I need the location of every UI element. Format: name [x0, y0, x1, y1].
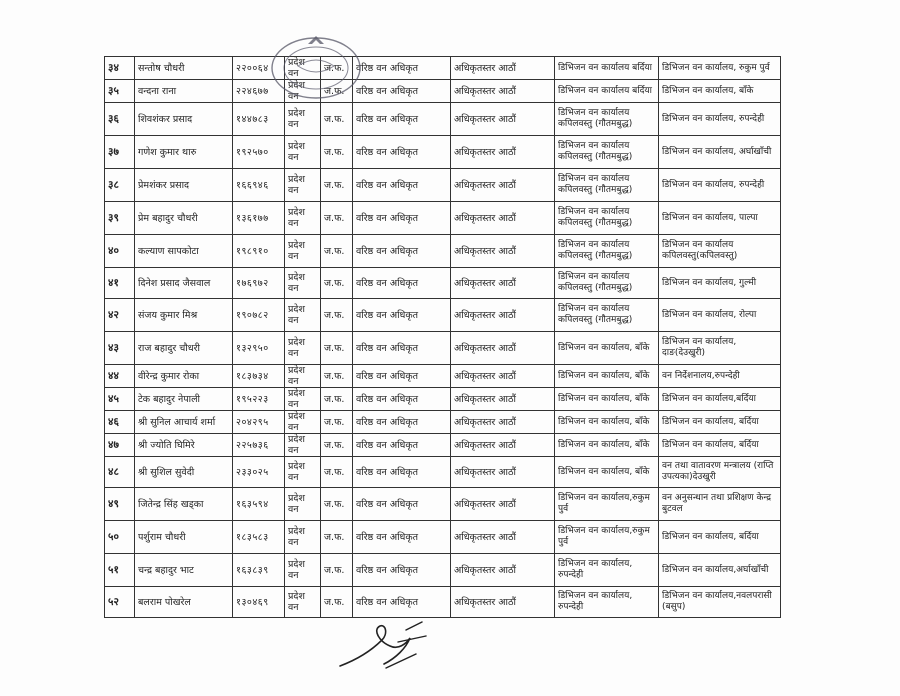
- new-office-cell: डिभिजन वन कार्यालय, रुपन्देही: [659, 103, 781, 136]
- serial-number-cell: ३४: [105, 57, 135, 80]
- post-cell: वरिष्ठ वन अधिकृत: [353, 169, 451, 202]
- employee-id-cell: १८३५८३: [233, 521, 285, 554]
- signature: [336, 612, 446, 672]
- post-cell: वरिष्ठ वन अधिकृत: [353, 554, 451, 587]
- serial-number-cell: ३५: [105, 80, 135, 103]
- serial-number-cell: ४९: [105, 488, 135, 521]
- current-office-cell: डिभिजन वन कार्यालय कपिलवस्तु (गौतमबुद्ध): [555, 235, 659, 268]
- group-cell: ज.फ.: [321, 57, 353, 80]
- employee-id-cell: १३०४६९: [233, 587, 285, 618]
- service-cell: प्रदेश वन: [285, 554, 321, 587]
- level-cell: अधिकृतस्तर आठौं: [451, 103, 555, 136]
- group-cell: ज.फ.: [321, 103, 353, 136]
- employee-id-cell: १८३७३४: [233, 365, 285, 388]
- level-cell: अधिकृतस्तर आठौं: [451, 268, 555, 299]
- post-cell: वरिष्ठ वन अधिकृत: [353, 268, 451, 299]
- level-cell: अधिकृतस्तर आठौं: [451, 136, 555, 169]
- employee-name-cell: जितेन्द्र सिंह खड्का: [135, 488, 233, 521]
- current-office-cell: डिभिजन वन कार्यालय, बाँके: [555, 411, 659, 434]
- current-office-cell: डिभिजन वन कार्यालय कपिलवस्तु (गौतमबुद्ध): [555, 136, 659, 169]
- new-office-cell: डिभिजन वन कार्यालय, बर्दिया: [659, 411, 781, 434]
- level-cell: अधिकृतस्तर आठौं: [451, 235, 555, 268]
- employee-id-cell: २०४२९५: [233, 411, 285, 434]
- new-office-cell: डिभिजन वन कार्यालय, बाँके: [659, 80, 781, 103]
- employee-name-cell: संजय कुमार मिश्र: [135, 299, 233, 332]
- employee-id-cell: १९०७८२: [233, 299, 285, 332]
- employee-id-cell: १६६९४६: [233, 169, 285, 202]
- new-office-cell: डिभिजन वन कार्यालय कपिलवस्तु(कपिलवस्तु): [659, 235, 781, 268]
- new-office-cell: डिभिजन वन कार्यालय, रुपन्देही: [659, 169, 781, 202]
- employee-name-cell: चन्द्र बहादुर भाट: [135, 554, 233, 587]
- service-cell: प्रदेश वन: [285, 299, 321, 332]
- employee-name-cell: कल्याण सापकोटा: [135, 235, 233, 268]
- table-row: [105, 80, 781, 103]
- current-office-cell: डिभिजन वन कार्यालय,रुकुम पुर्व: [555, 488, 659, 521]
- employee-id-cell: १७६९७२: [233, 268, 285, 299]
- group-cell: ज.फ.: [321, 136, 353, 169]
- serial-number-cell: ४६: [105, 411, 135, 434]
- post-cell: वरिष्ठ वन अधिकृत: [353, 299, 451, 332]
- serial-number-cell: ४२: [105, 299, 135, 332]
- table-row: [105, 299, 781, 332]
- current-office-cell: डिभिजन वन कार्यालय, बाँके: [555, 332, 659, 365]
- group-cell: ज.फ.: [321, 388, 353, 411]
- group-cell: ज.फ.: [321, 457, 353, 488]
- service-cell: प्रदेश वन: [285, 57, 321, 80]
- level-cell: अधिकृतस्तर आठौं: [451, 202, 555, 235]
- group-cell: ज.फ.: [321, 521, 353, 554]
- table-row: [105, 235, 781, 268]
- post-cell: वरिष्ठ वन अधिकृत: [353, 80, 451, 103]
- table-row: [105, 202, 781, 235]
- table-row: [105, 457, 781, 488]
- employee-id-cell: १६३५९४: [233, 488, 285, 521]
- group-cell: ज.फ.: [321, 434, 353, 457]
- new-office-cell: वन निर्देशनालय,रुपन्देही: [659, 365, 781, 388]
- level-cell: अधिकृतस्तर आठौं: [451, 587, 555, 618]
- employee-name-cell: वन्दना राना: [135, 80, 233, 103]
- employee-id-cell: १६३८३९: [233, 554, 285, 587]
- level-cell: अधिकृतस्तर आठौं: [451, 554, 555, 587]
- employee-id-cell: २२४६७७: [233, 80, 285, 103]
- table-row: [105, 365, 781, 388]
- service-cell: प्रदेश वन: [285, 388, 321, 411]
- table-row: [105, 434, 781, 457]
- employee-name-cell: प्रेम बहादुर चौधरी: [135, 202, 233, 235]
- serial-number-cell: ५१: [105, 554, 135, 587]
- level-cell: अधिकृतस्तर आठौं: [451, 169, 555, 202]
- level-cell: अधिकृतस्तर आठौं: [451, 332, 555, 365]
- post-cell: वरिष्ठ वन अधिकृत: [353, 457, 451, 488]
- employee-name-cell: दिनेश प्रसाद जैसवाल: [135, 268, 233, 299]
- table-row: [105, 103, 781, 136]
- current-office-cell: डिभिजन वन कार्यालय कपिलवस्तु (गौतमबुद्ध): [555, 202, 659, 235]
- current-office-cell: डिभिजन वन कार्यालय,रुकुम पुर्व: [555, 521, 659, 554]
- table-body: [105, 57, 781, 618]
- service-cell: प्रदेश वन: [285, 457, 321, 488]
- group-cell: ज.फ.: [321, 202, 353, 235]
- service-cell: प्रदेश वन: [285, 103, 321, 136]
- group-cell: ज.फ.: [321, 488, 353, 521]
- table-row: [105, 268, 781, 299]
- new-office-cell: डिभिजन वन कार्यालय,बर्दिया: [659, 388, 781, 411]
- employee-name-cell: वीरेन्द्र कुमार रोका: [135, 365, 233, 388]
- current-office-cell: डिभिजन वन कार्यालय कपिलवस्तु (गौतमबुद्ध): [555, 299, 659, 332]
- service-cell: प्रदेश वन: [285, 521, 321, 554]
- employee-name-cell: श्री सुशिल सुवेदी: [135, 457, 233, 488]
- table-row: [105, 521, 781, 554]
- group-cell: ज.फ.: [321, 268, 353, 299]
- post-cell: वरिष्ठ वन अधिकृत: [353, 57, 451, 80]
- level-cell: अधिकृतस्तर आठौं: [451, 57, 555, 80]
- employee-id-cell: १९८९१०: [233, 235, 285, 268]
- current-office-cell: डिभिजन वन कार्यालय, बाँके: [555, 365, 659, 388]
- employee-name-cell: बलराम पोखरेल: [135, 587, 233, 618]
- post-cell: वरिष्ठ वन अधिकृत: [353, 103, 451, 136]
- service-cell: प्रदेश वन: [285, 332, 321, 365]
- employee-name-cell: पर्शुराम चौधरी: [135, 521, 233, 554]
- serial-number-cell: ४४: [105, 365, 135, 388]
- transfer-table: [104, 56, 781, 618]
- post-cell: वरिष्ठ वन अधिकृत: [353, 388, 451, 411]
- level-cell: अधिकृतस्तर आठौं: [451, 365, 555, 388]
- current-office-cell: डिभिजन वन कार्यालय, रुपन्देही: [555, 587, 659, 618]
- current-office-cell: डिभिजन वन कार्यालय कपिलवस्तु (गौतमबुद्ध): [555, 103, 659, 136]
- level-cell: अधिकृतस्तर आठौं: [451, 434, 555, 457]
- level-cell: अधिकृतस्तर आठौं: [451, 388, 555, 411]
- group-cell: ज.फ.: [321, 169, 353, 202]
- new-office-cell: डिभिजन वन कार्यालय,अर्घाखाँची: [659, 554, 781, 587]
- employee-name-cell: श्री ज्योति घिमिरे: [135, 434, 233, 457]
- table-row: [105, 57, 781, 80]
- new-office-cell: वन अनुसन्धान तथा प्रशिक्षण केन्द्र बुटवल: [659, 488, 781, 521]
- table-row: [105, 136, 781, 169]
- serial-number-cell: ३६: [105, 103, 135, 136]
- serial-number-cell: ४७: [105, 434, 135, 457]
- table-row: [105, 411, 781, 434]
- group-cell: ज.फ.: [321, 411, 353, 434]
- new-office-cell: डिभिजन वन कार्यालय, अर्घाखाँची: [659, 136, 781, 169]
- serial-number-cell: ५२: [105, 587, 135, 618]
- employee-name-cell: राज बहादुर चौधरी: [135, 332, 233, 365]
- current-office-cell: डिभिजन वन कार्यालय, बाँके: [555, 434, 659, 457]
- serial-number-cell: ४१: [105, 268, 135, 299]
- new-office-cell: डिभिजन वन कार्यालय, गुल्मी: [659, 268, 781, 299]
- new-office-cell: डिभिजन वन कार्यालय, रुकुम पुर्व: [659, 57, 781, 80]
- employee-id-cell: १४४७८३: [233, 103, 285, 136]
- group-cell: ज.फ.: [321, 365, 353, 388]
- group-cell: ज.फ.: [321, 332, 353, 365]
- service-cell: प्रदेश वन: [285, 235, 321, 268]
- post-cell: वरिष्ठ वन अधिकृत: [353, 235, 451, 268]
- level-cell: अधिकृतस्तर आठौं: [451, 457, 555, 488]
- group-cell: ज.फ.: [321, 80, 353, 103]
- new-office-cell: डिभिजन वन कार्यालय, दाङ(देउखुरी): [659, 332, 781, 365]
- group-cell: ज.फ.: [321, 235, 353, 268]
- serial-number-cell: ४३: [105, 332, 135, 365]
- serial-number-cell: ३८: [105, 169, 135, 202]
- post-cell: वरिष्ठ वन अधिकृत: [353, 521, 451, 554]
- level-cell: अधिकृतस्तर आठौं: [451, 299, 555, 332]
- group-cell: ज.फ.: [321, 587, 353, 618]
- post-cell: वरिष्ठ वन अधिकृत: [353, 365, 451, 388]
- current-office-cell: डिभिजन वन कार्यालय, रुपन्देही: [555, 554, 659, 587]
- current-office-cell: डिभिजन वन कार्यालय, बाँके: [555, 388, 659, 411]
- employee-name-cell: टेक बहादुर नेपाली: [135, 388, 233, 411]
- employee-id-cell: १३६१७७: [233, 202, 285, 235]
- employee-id-cell: २३३०२५: [233, 457, 285, 488]
- service-cell: प्रदेश वन: [285, 80, 321, 103]
- serial-number-cell: ३९: [105, 202, 135, 235]
- employee-id-cell: २२००६४: [233, 57, 285, 80]
- post-cell: वरिष्ठ वन अधिकृत: [353, 332, 451, 365]
- service-cell: प्रदेश वन: [285, 434, 321, 457]
- post-cell: वरिष्ठ वन अधिकृत: [353, 202, 451, 235]
- table-row: [105, 488, 781, 521]
- new-office-cell: वन तथा वातावरण मन्त्रालय (राप्ति उपत्यका)देउखुरी: [659, 457, 781, 488]
- employee-id-cell: १३२९५०: [233, 332, 285, 365]
- serial-number-cell: ४०: [105, 235, 135, 268]
- table-row: [105, 332, 781, 365]
- current-office-cell: डिभिजन वन कार्यालय बर्दिया: [555, 57, 659, 80]
- table-row: [105, 169, 781, 202]
- new-office-cell: डिभिजन वन कार्यालय, बर्दिया: [659, 521, 781, 554]
- service-cell: प्रदेश वन: [285, 411, 321, 434]
- serial-number-cell: ४८: [105, 457, 135, 488]
- group-cell: ज.फ.: [321, 554, 353, 587]
- employee-name-cell: शिवशंकर प्रसाद: [135, 103, 233, 136]
- employee-name-cell: सन्तोष चौधरी: [135, 57, 233, 80]
- level-cell: अधिकृतस्तर आठौं: [451, 488, 555, 521]
- new-office-cell: डिभिजन वन कार्यालय,नवलपरासी (बसुप): [659, 587, 781, 618]
- service-cell: प्रदेश वन: [285, 365, 321, 388]
- post-cell: वरिष्ठ वन अधिकृत: [353, 136, 451, 169]
- level-cell: अधिकृतस्तर आठौं: [451, 521, 555, 554]
- service-cell: प्रदेश वन: [285, 268, 321, 299]
- serial-number-cell: ५०: [105, 521, 135, 554]
- group-cell: ज.फ.: [321, 299, 353, 332]
- employee-name-cell: श्री सुनिल आचार्य शर्मा: [135, 411, 233, 434]
- current-office-cell: डिभिजन वन कार्यालय कपिलवस्तु (गौतमबुद्ध): [555, 268, 659, 299]
- table-row: [105, 587, 781, 618]
- post-cell: वरिष्ठ वन अधिकृत: [353, 411, 451, 434]
- table-row: [105, 388, 781, 411]
- employee-id-cell: २२५७३६: [233, 434, 285, 457]
- service-cell: प्रदेश वन: [285, 169, 321, 202]
- level-cell: अधिकृतस्तर आठौं: [451, 411, 555, 434]
- post-cell: वरिष्ठ वन अधिकृत: [353, 434, 451, 457]
- new-office-cell: डिभिजन वन कार्यालय, पाल्पा: [659, 202, 781, 235]
- employee-name-cell: प्रेमशंकर प्रसाद: [135, 169, 233, 202]
- service-cell: प्रदेश वन: [285, 136, 321, 169]
- employee-name-cell: गणेश कुमार थारु: [135, 136, 233, 169]
- serial-number-cell: ३७: [105, 136, 135, 169]
- post-cell: वरिष्ठ वन अधिकृत: [353, 488, 451, 521]
- new-office-cell: डिभिजन वन कार्यालय, बर्दिया: [659, 434, 781, 457]
- service-cell: प्रदेश वन: [285, 587, 321, 618]
- service-cell: प्रदेश वन: [285, 488, 321, 521]
- current-office-cell: डिभिजन वन कार्यालय, बाँके: [555, 457, 659, 488]
- employee-id-cell: १९२५७०: [233, 136, 285, 169]
- service-cell: प्रदेश वन: [285, 202, 321, 235]
- current-office-cell: डिभिजन वन कार्यालय कपिलवस्तु (गौतमबुद्ध): [555, 169, 659, 202]
- level-cell: अधिकृतस्तर आठौं: [451, 80, 555, 103]
- table-row: [105, 554, 781, 587]
- serial-number-cell: ४५: [105, 388, 135, 411]
- current-office-cell: डिभिजन वन कार्यालय बर्दिया: [555, 80, 659, 103]
- new-office-cell: डिभिजन वन कार्यालय, रोल्पा: [659, 299, 781, 332]
- post-cell: वरिष्ठ वन अधिकृत: [353, 587, 451, 618]
- employee-id-cell: १९५२२३: [233, 388, 285, 411]
